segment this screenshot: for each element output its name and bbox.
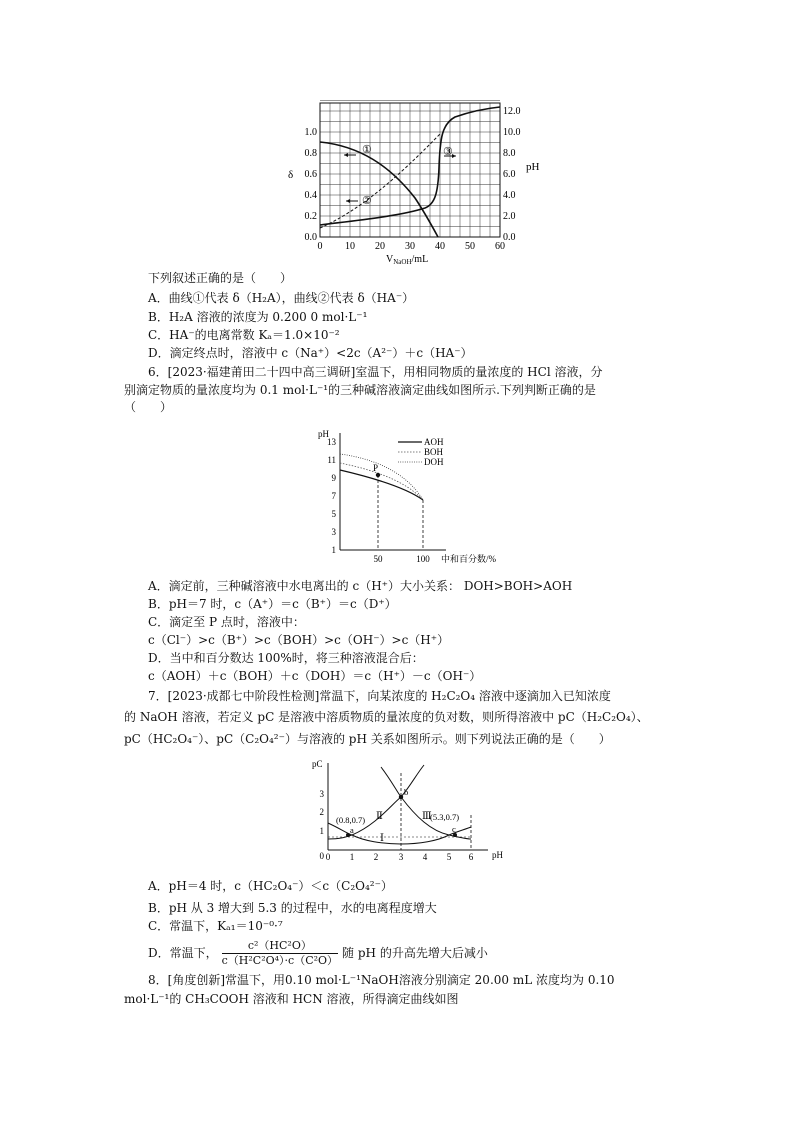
y-tick: 3 <box>331 527 336 537</box>
region-3-label: Ⅲ <box>422 811 432 822</box>
q6-option-c-detail: c（Cl⁻）>c（B⁺）>c（BOH）>c（OH⁻）>c（H⁺） <box>148 633 450 647</box>
q7-option-b: B．pH 从 3 增大到 5.3 的过程中，水的电离程度增大 <box>148 901 437 915</box>
x-tick: 50 <box>465 241 475 252</box>
right-tick: 4.0 <box>503 190 516 201</box>
q5-option-b: B．H₂A 溶液的浓度为 0.200 0 mol·L⁻¹ <box>148 310 368 324</box>
q7-stem-line3: pC（HC₂O₄⁻）、pC（C₂O₄²⁻）与溶液的 pH 关系如图所示。则下列说法正确的是（ ） <box>124 732 611 746</box>
right-tick: 6.0 <box>503 169 516 180</box>
q5-option-a: A．曲线①代表 δ（H₂A），曲线②代表 δ（HA⁻） <box>148 291 415 305</box>
left-tick: 0.4 <box>304 190 317 201</box>
q5-stem: 下列叙述正确的是（ ） <box>148 271 293 285</box>
right-tick: 8.0 <box>503 148 516 159</box>
x-tick: 0 <box>317 241 323 252</box>
q5-option-c: C．HA⁻的电离常数 Kₐ＝1.0×10⁻² <box>148 328 340 342</box>
x-axis-label: $V_{NaOH}/mL$ <box>386 254 429 266</box>
y-tick: 3 <box>319 789 324 799</box>
point-c-coords: (5.3,0.7) <box>430 812 460 822</box>
x-tick: 100 <box>416 554 430 564</box>
ph-axis-label: pH <box>526 161 540 173</box>
q7-option-a: A．pH＝4 时，c（HC₂O₄⁻）＜c（C₂O₄²⁻） <box>148 879 393 893</box>
q7-option-d <box>148 936 488 970</box>
x-tick: 1 <box>349 852 355 862</box>
x-tick: 0 <box>325 852 331 862</box>
fraction-numerator: c²（HC²O） <box>222 939 338 954</box>
q6-option-b: B．pH＝7 时，c（A⁺）＝c（B⁺）＝c（D⁺） <box>148 597 397 611</box>
q6-option-d: D．当中和百分数达 100%时，将三种溶液混合后： <box>148 651 424 665</box>
left-tick: 1.0 <box>304 127 317 138</box>
q8-stem-line1: 8．[角度创新]常温下，用0.10 mol·L⁻¹NaOH溶液分别滴定 20.00 mL 浓度均为 0.10 <box>148 973 615 987</box>
fraction-denominator: c（H²C²O⁴）·c（C²O） <box>221 954 339 967</box>
point-b-marker <box>399 795 403 799</box>
y-tick: 1 <box>319 826 324 836</box>
x-tick: 3 <box>398 852 404 862</box>
q7-option-d-prefix: D．常温下， <box>148 946 218 960</box>
left-tick: 0.2 <box>304 211 317 222</box>
q6-option-c: C．滴定至 P 点时，溶液中： <box>148 615 305 629</box>
region-1-label: Ⅰ <box>380 833 384 844</box>
x-tick: 40 <box>435 241 445 252</box>
y-tick: 9 <box>331 473 336 483</box>
curve-1-label: ① <box>362 144 372 156</box>
right-tick: 12.0 <box>503 106 521 117</box>
y-axis-label: pC <box>312 759 323 769</box>
point-p-marker <box>376 473 380 477</box>
q6-stem-line1: 6．[2023·福建莆田二十四中高三调研]室温下，用相同物质的量浓度的 HCl 溶液，分 <box>148 365 603 379</box>
curve-3-label: ③ <box>443 146 453 158</box>
x-tick: 5 <box>446 852 452 862</box>
x-axis-label: 中和百分数/% <box>441 554 496 564</box>
point-a-coords: (0.8,0.7) <box>336 815 366 825</box>
q6-option-a: A．滴定前，三种碱溶液中水电离出的 c（H⁺）大小关系： DOH>BOH>AOH <box>148 579 573 593</box>
region-2-label: Ⅱ <box>376 811 383 822</box>
left-tick: 0.6 <box>304 169 317 180</box>
pc-ph-figure <box>306 755 516 865</box>
right-tick: 0.0 <box>503 232 516 243</box>
right-tick: 2.0 <box>503 211 516 222</box>
x-tick: 4 <box>422 852 428 862</box>
curve-h2c2o4 <box>328 765 424 839</box>
x-axis-label: pH <box>492 850 503 860</box>
x-tick: 2 <box>373 852 379 862</box>
point-p-label: P <box>373 463 379 473</box>
x-tick: 30 <box>405 241 415 252</box>
y-tick: 7 <box>331 491 336 501</box>
legend-boh: BOH <box>424 447 444 457</box>
right-tick: 10.0 <box>503 127 521 138</box>
q7-option-d-fraction <box>222 939 338 968</box>
delta-axis-label: δ <box>288 169 294 181</box>
titration-figure-2 <box>310 425 520 575</box>
point-b-label: b <box>404 787 409 797</box>
figure-1-grid <box>320 101 500 238</box>
y-tick: 1 <box>331 545 336 555</box>
left-tick: 0.8 <box>304 148 317 159</box>
legend-doh: DOH <box>424 457 444 467</box>
point-c-label: c <box>452 824 456 834</box>
q5-option-d: D．滴定终点时，溶液中 c（Na⁺）<2c（A²⁻）＋c（HA⁻） <box>148 346 473 360</box>
q6-option-d-detail: c（AOH）＋c（BOH）＋c（DOH）＝c（H⁺）－c（OH⁻） <box>148 669 482 683</box>
x-tick: 10 <box>345 241 355 252</box>
q7-stem-line1: 7．[2023·成都七中阶段性检测]常温下，向某浓度的 H₂C₂O₄ 溶液中逐滴加入已知浓度 <box>148 689 611 703</box>
q6-stem-line2: 别滴定物质的量浓度均为 0.1 mol·L⁻¹的三种碱溶液滴定曲线如图所示.下列判断正确的是 <box>124 383 596 397</box>
x-tick: 60 <box>495 241 505 252</box>
left-tick: 0.0 <box>304 232 317 243</box>
q7-option-d-suffix: 随 pH 的升高先增大后减小 <box>342 946 488 960</box>
curve-2-label: ② <box>362 195 372 207</box>
y-tick: 11 <box>327 455 336 465</box>
titration-figure-1 <box>280 98 550 268</box>
q7-option-c: C．常温下，Kₐ₁＝10⁻⁰·⁷ <box>148 919 283 933</box>
q7-stem-line2: 的 NaOH 溶液，若定义 pC 是溶液中溶质物质的量浓度的负对数，则所得溶液中 pC（H₂C₂O₄）、 <box>124 710 649 724</box>
y-tick: 5 <box>331 509 336 519</box>
y-tick: 2 <box>319 807 324 817</box>
y-tick: 0 <box>319 851 324 861</box>
legend-aoh: AOH <box>424 437 444 447</box>
x-tick: 20 <box>375 241 385 252</box>
q6-stem-line3: （ ） <box>124 400 173 414</box>
point-a-label: a <box>350 825 354 835</box>
x-tick: 6 <box>468 852 474 862</box>
y-axis-label: pH <box>318 429 329 439</box>
x-tick: 50 <box>373 554 383 564</box>
q8-stem-line2: mol·L⁻¹的 CH₃COOH 溶液和 HCN 溶液，所得滴定曲线如图 <box>124 992 459 1006</box>
y-tick: 13 <box>327 437 336 447</box>
